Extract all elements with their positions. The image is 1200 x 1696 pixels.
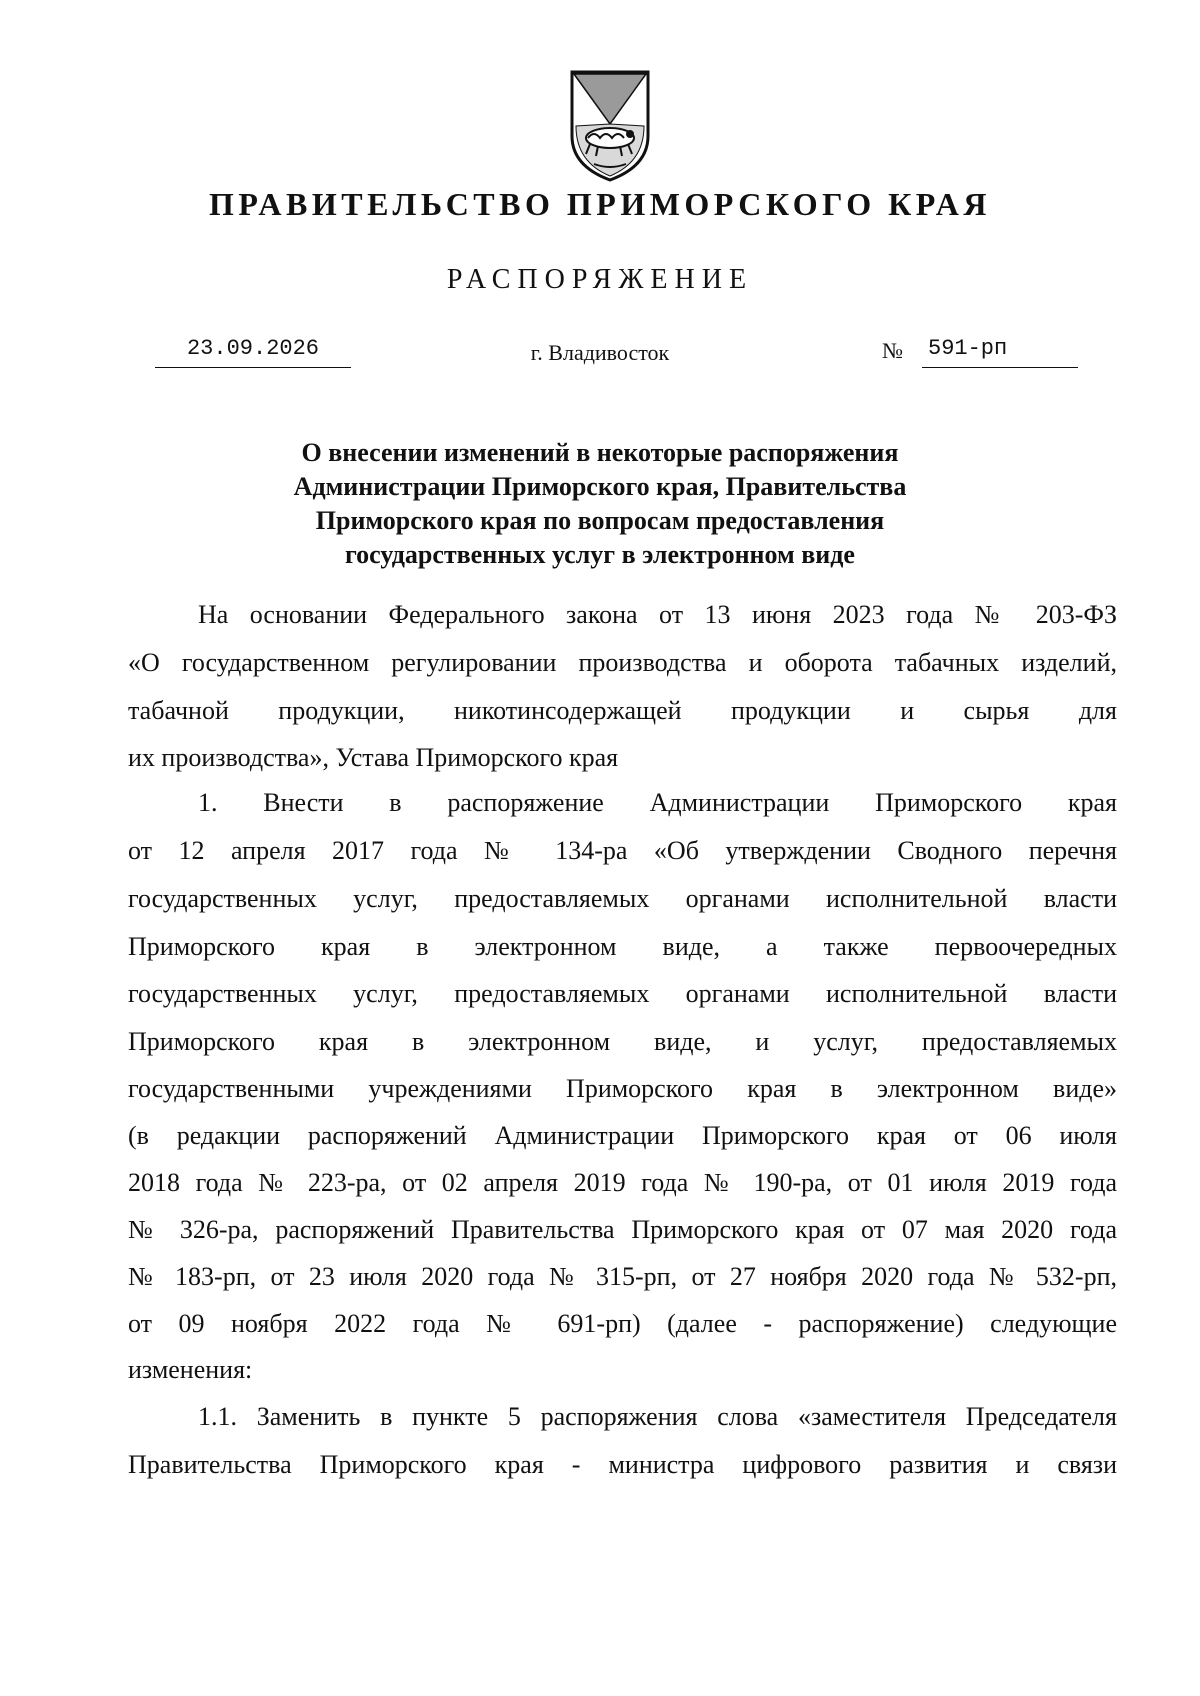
body-line: «О государственном регулировании производства и оборота табачных изделий, [128,648,1117,677]
document-number: 591-рп [922,336,1078,368]
number-label: № [882,338,903,363]
body-line: На основании Федерального закона от 13 июня 2023 года № 203-ФЗ [198,600,1117,629]
document-heading [0,436,1200,572]
body-line: 2018 года № 223-ра, от 02 апреля 2019 года № 190-ра, от 01 июля 2019 года [128,1168,1117,1197]
body-line: Приморского края в электронном виде, а также первоочередных [128,932,1117,961]
body-line: Правительства Приморского края - министра цифрового развития и связи [128,1450,1117,1479]
heading-line: государственных услуг в электронном виде [345,540,855,569]
body-line: Приморского края в электронном виде, и услуг, предоставляемых [128,1027,1117,1056]
body-line: государственными учреждениями Приморского края в электронном виде» [128,1074,1117,1103]
heading-line: Администрации Приморского края, Правительства [293,472,907,501]
document-city: г. Владивосток [530,340,670,365]
body-line: 1. Внести в распоряжение Администрации Приморского края [198,788,1117,817]
body-line: 1.1. Заменить в пункте 5 распоряжения слова «заместителя Председателя [198,1402,1117,1431]
body-line: № 326-ра, распоряжений Правительства Приморского края от 07 мая 2020 года [128,1215,1117,1244]
heading-line: О внесении изменений в некоторые распоряжения [301,438,899,467]
coat-of-arms-emblem [564,66,656,184]
body-line: их производства», Устава Приморского края [128,743,619,772]
body-line: государственных услуг, предоставляемых органами исполнительной власти [128,884,1117,913]
body-line: № 183-рп, от 23 июля 2020 года № 315-рп, от 27 ноября 2020 года № 532-рп, [128,1262,1117,1291]
organization-title: ПРАВИТЕЛЬСТВО ПРИМОРСКОГО КРАЯ [209,186,991,222]
body-line: государственных услуг, предоставляемых органами исполнительной власти [128,979,1117,1008]
body-line: изменения: [128,1355,253,1384]
document-type: РАСПОРЯЖЕНИЕ [446,264,754,295]
body-line: табачной продукции, никотинсодержащей продукции и сырья для [128,696,1117,725]
body-line: от 12 апреля 2017 года № 134-ра «Об утверждении Сводного перечня [128,836,1117,865]
body-line: от 09 ноября 2022 года № 691-рп) (далее - распоряжение) следующие [128,1309,1117,1338]
document-date: 23.09.2026 [155,336,351,368]
heading-line: Приморского края по вопросам предоставления [315,506,885,535]
body-line: (в редакции распоряжений Администрации Приморского края от 06 июля [128,1121,1117,1150]
